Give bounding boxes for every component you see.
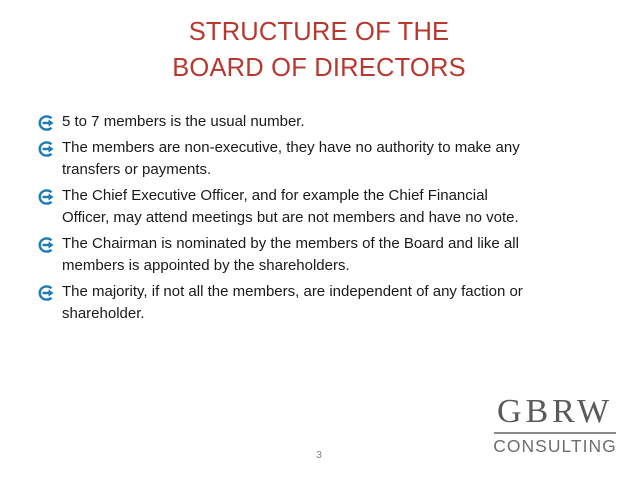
circled-arrow-icon: [38, 141, 56, 157]
page-number: 3: [316, 450, 322, 461]
slide-title-line-1: STRUCTURE OF THE: [188, 18, 450, 46]
slide-title-line-2: BOARD OF DIRECTORS: [172, 54, 466, 82]
slide-title: [0, 14, 638, 86]
gbrw-consulting-logo: [491, 394, 619, 460]
bullet-text-line: The members are non-executive, they have no authority to make any: [62, 139, 520, 156]
circled-arrow-icon: [38, 189, 56, 205]
bullet-list: [0, 111, 638, 329]
bullet-text-line: The Chief Executive Officer, and for example the Chief Financial: [62, 187, 488, 204]
bullet-item: [0, 137, 638, 181]
circled-arrow-icon: [38, 115, 56, 131]
logo-wordmark-bottom: CONSULTING: [493, 436, 617, 456]
bullet-item: [0, 233, 638, 277]
bullet-text-line: The Chairman is nominated by the members of the Board and like all: [62, 235, 519, 252]
bullet-text-line: members is appointed by the shareholders.: [62, 257, 350, 274]
bullet-item: [0, 281, 638, 325]
bullet-text-line: Officer, may attend meetings but are not members and have no vote.: [62, 209, 519, 226]
bullet-text-line: 5 to 7 members is the usual number.: [62, 113, 305, 130]
logo-wordmark-top: GBRW: [496, 393, 614, 430]
bullet-item: [0, 111, 638, 133]
bullet-text-line: transfers or payments.: [62, 161, 212, 178]
bullet-text-line: shareholder.: [62, 305, 145, 322]
circled-arrow-icon: [38, 237, 56, 253]
logo-divider: [494, 432, 616, 434]
bullet-text-line: The majority, if not all the members, are independent of any faction or: [62, 283, 523, 300]
circled-arrow-icon: [38, 285, 56, 301]
bullet-item: [0, 185, 638, 229]
